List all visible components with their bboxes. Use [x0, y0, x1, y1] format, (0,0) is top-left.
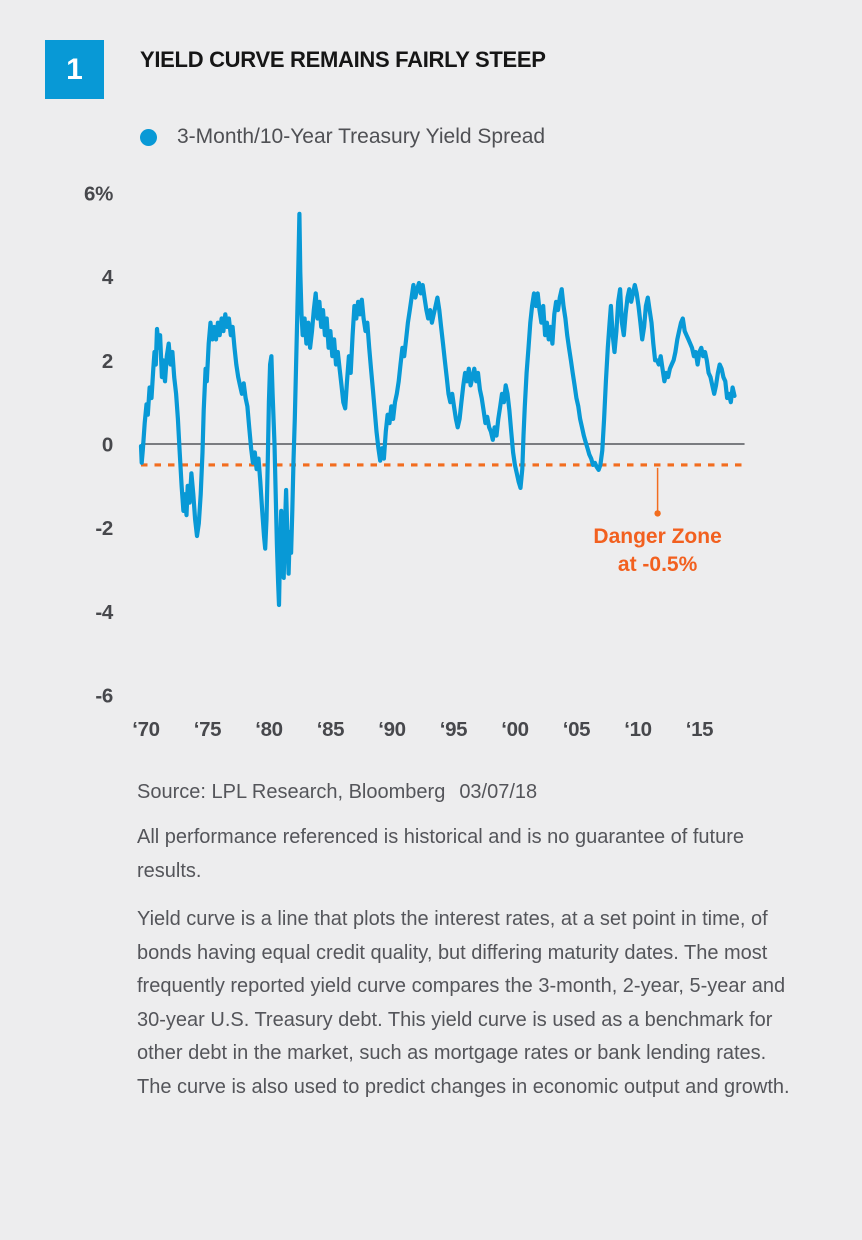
x-axis-tick-label: ‘85 — [316, 718, 345, 741]
y-axis-tick-label: 4 — [101, 266, 113, 290]
danger-annotation-label: at -0.5% — [617, 552, 698, 576]
y-axis-tick-label: -2 — [95, 517, 113, 541]
y-axis-tick-label: 6% — [83, 182, 113, 206]
x-axis-tick-label: ‘75 — [193, 718, 222, 741]
danger-annotation-label: Danger Zone — [593, 524, 722, 548]
description-text: Yield curve is a line that plots the interest rates, at a set point in time, of bonds having equal credit quality, but differing maturity dates. The most frequently reported yield curve compares the 3-month, 2-year, 5-year and 30-year U.S. Treasury debt. This yield curve is used as a benchmark for other debt in the market, such as mortgage rates or bank lending rates. The curve is also used to predict changes in economic output and growth. — [137, 908, 790, 1098]
y-axis-tick-label: 2 — [101, 349, 113, 373]
x-axis-tick-label: ‘15 — [685, 718, 714, 741]
x-axis-tick-label: ‘05 — [562, 718, 591, 741]
x-axis-tick-label: ‘90 — [378, 718, 406, 741]
figure-number: 1 — [66, 52, 83, 86]
disclaimer-text: All performance referenced is historical and is no guarantee of future results. — [137, 826, 745, 882]
x-axis-tick-label: ‘00 — [501, 718, 529, 741]
danger-annotation-dot — [654, 510, 660, 516]
chart-legend — [140, 125, 545, 149]
x-axis-tick-label: ‘80 — [255, 718, 283, 741]
x-axis-tick-label: ‘95 — [439, 718, 468, 741]
y-axis-tick-label: 0 — [101, 433, 113, 457]
y-axis-tick-label: -6 — [95, 684, 113, 708]
y-axis-tick-label: -4 — [95, 600, 113, 624]
source-date: 03/07/18 — [459, 781, 538, 803]
legend-dot-icon — [140, 129, 157, 146]
source-label: Source: LPL Research, Bloomberg — [137, 781, 446, 803]
source-line — [137, 781, 537, 804]
figure-number-badge — [45, 40, 104, 99]
x-axis-tick-label: ‘70 — [132, 718, 160, 741]
page-title: YIELD CURVE REMAINS FAIRLY STEEP — [140, 47, 546, 72]
x-axis-tick-label: ‘10 — [624, 718, 652, 741]
legend-label: 3-Month/10-Year Treasury Yield Spread — [177, 125, 546, 148]
yield-spread-chart — [0, 170, 862, 770]
